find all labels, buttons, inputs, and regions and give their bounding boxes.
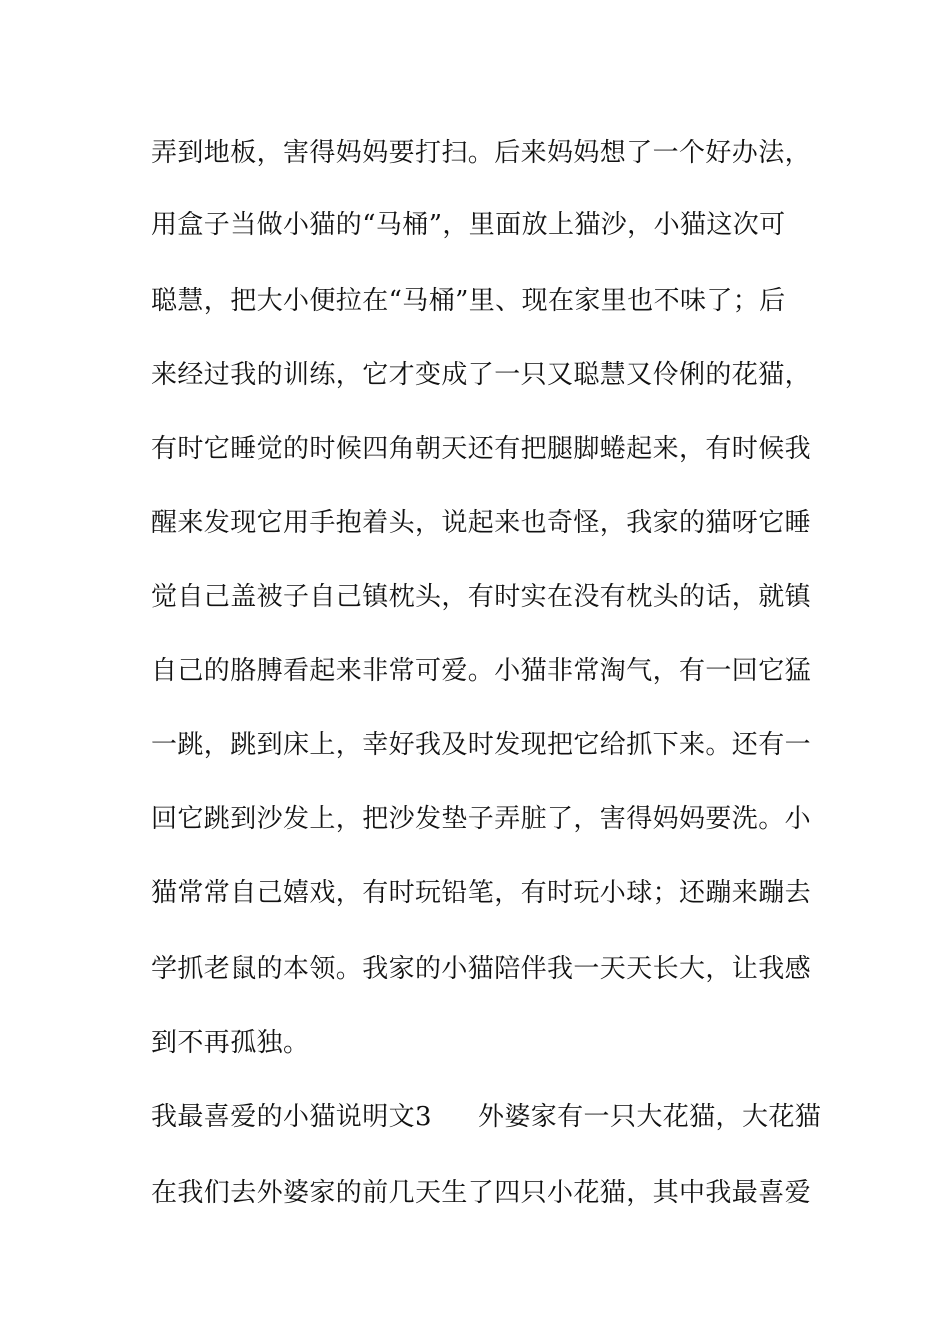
paragraph-line: 自己的胳膊看起来非常可爱。小猫非常淘气，有一回它猛 — [151, 656, 812, 686]
paragraph-line: 用盒子当做小猫的“马桶”，里面放上猫沙，小猫这次可 — [151, 210, 786, 240]
paragraph-line: 到不再孤独。 — [151, 1028, 310, 1058]
paragraph-line: 弄到地板，害得妈妈要打扫。后来妈妈想了一个好办法， — [151, 138, 812, 168]
paragraph-line: 醒来发现它用手抱着头，说起来也奇怪，我家的猫呀它睡 — [151, 508, 812, 538]
section-heading-line — [151, 1102, 822, 1132]
section-first-line-text: 外婆家有一只大花猫，大花猫 — [477, 1102, 822, 1132]
paragraph-line: 在我们去外婆家的前几天生了四只小花猫，其中我最喜爱 — [151, 1178, 812, 1208]
paragraph-line: 来经过我的训练，它才变成了一只又聪慧又伶俐的花猫， — [151, 360, 812, 390]
paragraph-line: 聪慧，把大小便拉在“马桶”里、现在家里也不味了；后 — [151, 286, 786, 316]
section-title: 我最喜爱的小猫说明文3 — [151, 1102, 432, 1132]
paragraph-line: 有时它睡觉的时候四角朝天还有把腿脚蜷起来，有时候我 — [151, 434, 812, 464]
paragraph-line: 学抓老鼠的本领。我家的小猫陪伴我一天天长大，让我感 — [151, 954, 812, 984]
paragraph-line: 猫常常自己嬉戏，有时玩铅笔，有时玩小球；还蹦来蹦去 — [151, 878, 812, 908]
paragraph-line: 回它跳到沙发上，把沙发垫子弄脏了，害得妈妈要洗。小 — [151, 804, 812, 834]
paragraph-line: 一跳，跳到床上，幸好我及时发现把它给抓下来。还有一 — [151, 730, 812, 760]
paragraph-line: 觉自己盖被子自己镇枕头，有时实在没有枕头的话，就镇 — [151, 582, 812, 612]
